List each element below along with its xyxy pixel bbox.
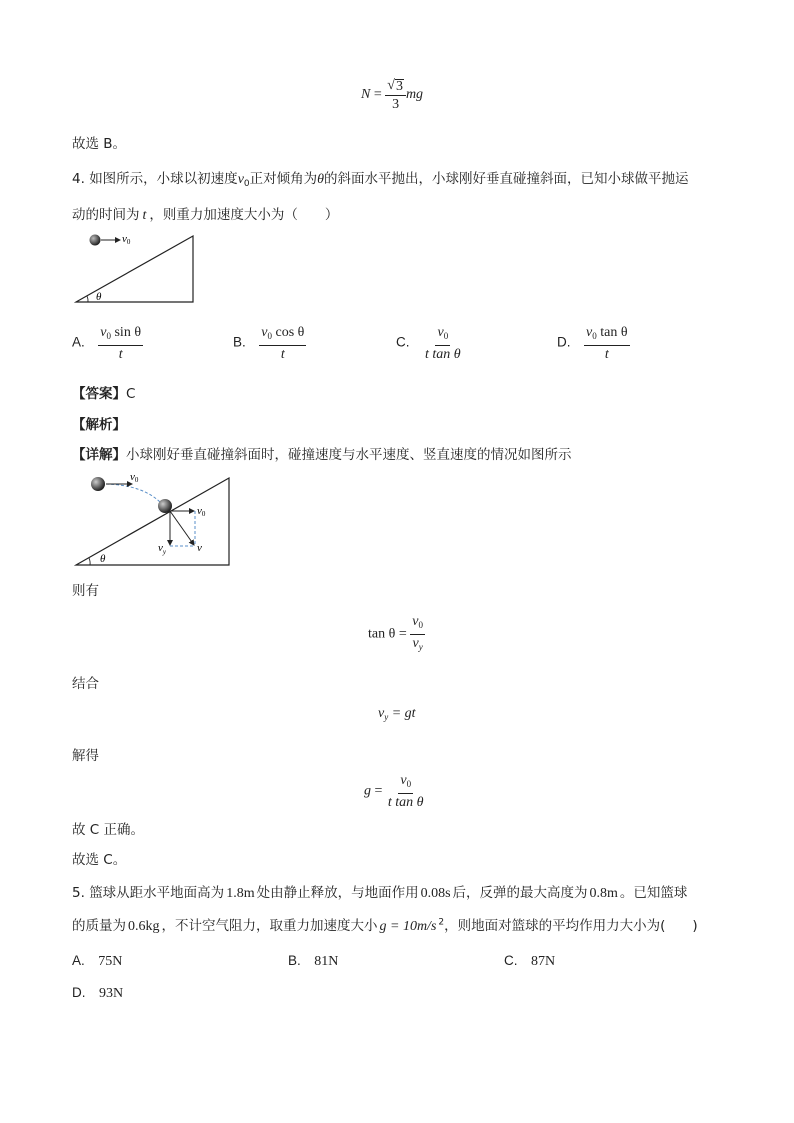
- q4-line1: 4. 如图所示，小球以初速度$v_0$正对倾角为θ的斜面水平抛出，小球刚好垂直碰撞斜面，已知小球做平抛运: [72, 171, 689, 189]
- sqrt-symbol: √ 3: [387, 78, 403, 94]
- incline-triangle-2: [76, 478, 229, 565]
- ball: [90, 235, 101, 246]
- trajectory-path: [106, 484, 162, 504]
- fig1-v0-label: v0: [122, 233, 131, 246]
- equation-tan: tan θ = $\frac{v_0}{v_y}$: [368, 614, 423, 652]
- select-c-text: 故选 C。: [72, 852, 127, 868]
- answer-line: 【答案】C: [72, 386, 136, 402]
- detail-line: 【详解】小球刚好垂直碰撞斜面时，碰撞速度与水平速度、竖直速度的情况如图所示: [72, 447, 572, 463]
- eq-n-equals: =: [373, 87, 382, 103]
- option-d[interactable]: D. $\frac{v_0 \tan \theta}{t}$: [557, 325, 628, 362]
- q4-line2: 动的时间为 t ，则重力加速度大小为（ ）: [72, 207, 339, 223]
- incline-figure-1: [74, 230, 204, 310]
- option-c[interactable]: C. $\frac{v_0}{\text{t tan θ}}$: [396, 325, 461, 362]
- option-a[interactable]: A. $\frac{v_0 \sin \theta}{t}$: [72, 325, 142, 362]
- analysis-label: 【解析】: [72, 417, 126, 433]
- eq-n-tail: mg: [405, 87, 424, 103]
- zeyou-text: 则有: [72, 583, 99, 599]
- q5-option-b[interactable]: B. 81N: [288, 953, 339, 969]
- eq-n-lhs: N: [361, 87, 371, 103]
- c-correct-text: 故 C 正确。: [72, 822, 145, 838]
- equation-g: g = $\frac{v_0}{\text{t tan θ}}$: [364, 773, 424, 810]
- incline-figure-2: [74, 467, 234, 569]
- fig2-v0-top-label: v0: [130, 471, 139, 484]
- option-b[interactable]: B. $\frac{v_0 \cos \theta}{t}$: [233, 325, 305, 362]
- incline-triangle: [76, 236, 193, 302]
- resultant-velocity-arrow: [170, 511, 194, 545]
- q5-line1: 5. 篮球从距水平地面高为 1.8m 处由静止释放，与地面作用 0.08s 后，反弹的最大高度为 0.8m 。已知篮球: [72, 885, 688, 901]
- angle-arc: [87, 296, 88, 302]
- ball-impact: [158, 499, 172, 513]
- jiehe-text: 结合: [72, 676, 99, 692]
- equation-normal-force: [361, 78, 423, 112]
- fig2-v0-right-label: v0: [197, 505, 206, 518]
- fig2-vy-label: $v_y$: [158, 542, 166, 556]
- eq-n-fraction: √ 3 3: [385, 78, 406, 112]
- fig1-theta-label: θ: [96, 291, 102, 303]
- q5-option-c[interactable]: C. 87N: [504, 953, 556, 969]
- fig2-theta-label: θ: [100, 553, 106, 565]
- ball-start: [91, 477, 105, 491]
- q5-option-d[interactable]: D. 93N: [72, 985, 124, 1001]
- jiede-text: 解得: [72, 748, 99, 764]
- q5-line2: 的质量为 0.6kg ，不计空气阻力，取重力加速度大小 g = 10m/s $^2$，则地面对篮球的平均作用力大小为( ): [72, 917, 698, 934]
- equation-vy: $v_y$ = gt: [378, 706, 416, 722]
- fig2-v-label: v: [197, 542, 202, 554]
- select-b-text: 故选 B。: [72, 136, 127, 152]
- angle-arc-2: [89, 558, 90, 565]
- q5-option-a[interactable]: A. 75N: [72, 953, 123, 969]
